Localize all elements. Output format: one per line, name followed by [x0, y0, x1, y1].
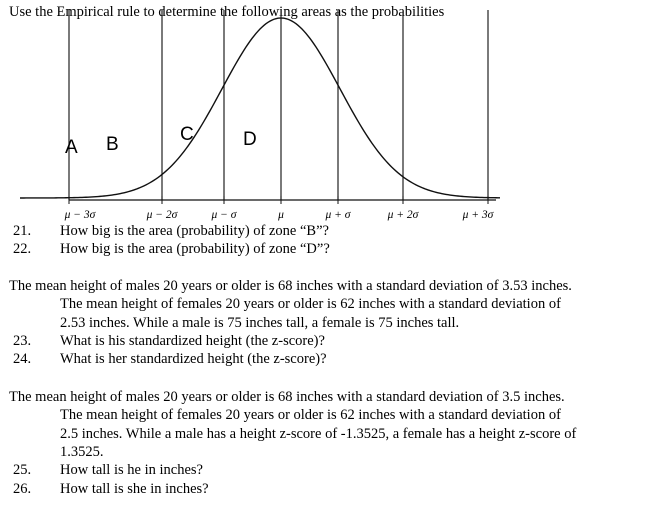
- question-text: How big is the area (probability) of zone “D”?: [60, 241, 330, 257]
- normal-curve-figure: [0, 0, 660, 230]
- paragraph1-line-2: The mean height of females 20 years or older is 62 inches with a standard deviation of: [60, 296, 561, 312]
- question-number: 22.: [13, 241, 32, 257]
- tick-label-mu-plus-3sigma: μ + 3σ: [462, 209, 494, 221]
- tick-label-mu-plus-sigma: μ + σ: [325, 209, 351, 221]
- zone-label-b: B: [106, 134, 119, 155]
- tick-label-mu-minus-3sigma: μ − 3σ: [64, 209, 96, 221]
- question-text: How big is the area (probability) of zone “B”?: [60, 223, 329, 239]
- question-number: 21.: [13, 223, 32, 239]
- tick-label-mu-minus-sigma: μ − σ: [211, 209, 237, 221]
- paragraph2-line-2: The mean height of females 20 years or older is 62 inches with a standard deviation of: [60, 407, 561, 423]
- bell-curve: [20, 18, 500, 198]
- zone-label-d: D: [243, 129, 257, 150]
- paragraph2-line-4: 1.3525.: [60, 444, 104, 460]
- question-number: 25.: [13, 462, 32, 478]
- zone-label-c: C: [180, 124, 194, 145]
- question-number: 23.: [13, 333, 32, 349]
- question-text: How tall is she in inches?: [60, 481, 209, 497]
- tick-label-mu-minus-2sigma: μ − 2σ: [146, 209, 178, 221]
- question-text: How tall is he in inches?: [60, 462, 203, 478]
- page-heading: Use the Empirical rule to determine the following areas as the probabilities: [9, 4, 445, 20]
- paragraph2-line-1: The mean height of males 20 years or older is 68 inches with a standard deviation of 3.5 inches.: [9, 389, 565, 405]
- tick-label-mu: μ: [278, 209, 284, 221]
- tick-label-mu-plus-2sigma: μ + 2σ: [387, 209, 419, 221]
- question-text: What is his standardized height (the z-score)?: [60, 333, 325, 349]
- paragraph1-line-1: The mean height of males 20 years or older is 68 inches with a standard deviation of 3.53 inches.: [9, 278, 572, 294]
- question-number: 26.: [13, 481, 32, 497]
- question-number: 24.: [13, 351, 32, 367]
- paragraph2-line-3: 2.5 inches. While a male has a height z-score of -1.3525, a female has a height z-score of: [60, 426, 577, 442]
- zone-label-a: A: [65, 137, 78, 158]
- paragraph1-line-3: 2.53 inches. While a male is 75 inches tall, a female is 75 inches tall.: [60, 315, 460, 331]
- question-text: What is her standardized height (the z-score)?: [60, 351, 327, 367]
